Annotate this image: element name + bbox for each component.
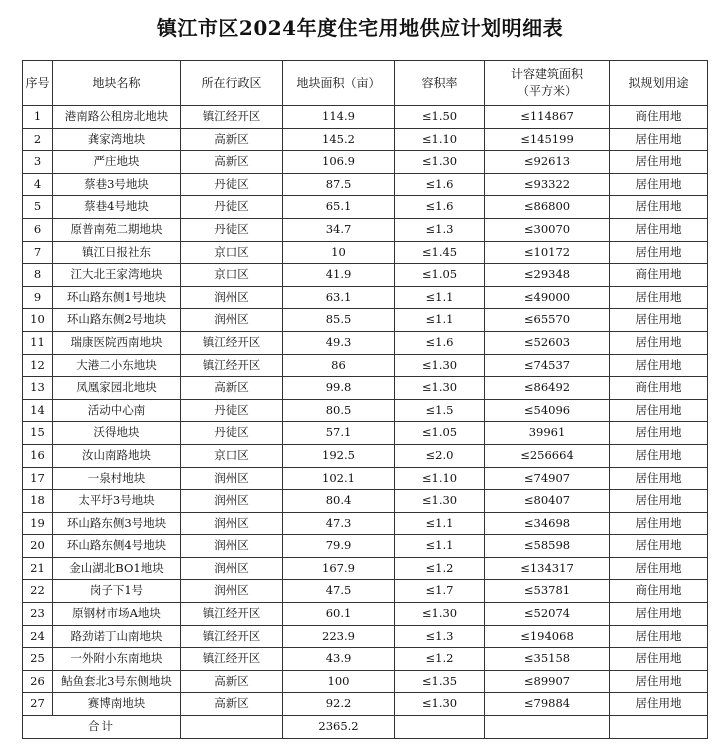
cell-floor-area: ≤114867 — [485, 106, 610, 129]
cell-far: ≤1.10 — [395, 128, 485, 151]
cell-area: 41.9 — [283, 264, 395, 287]
land-supply-table — [22, 60, 708, 739]
cell-district: 润州区 — [181, 512, 283, 535]
cell-name: 江大北王家湾地块 — [53, 264, 181, 287]
cell-far: ≤1.30 — [395, 377, 485, 400]
cell-use: 居住用地 — [610, 173, 708, 196]
cell-floor-area: ≤29348 — [485, 264, 610, 287]
cell-name: 蔡巷4号地块 — [53, 196, 181, 219]
cell-seq: 3 — [23, 151, 53, 174]
cell-far: ≤1.1 — [395, 535, 485, 558]
table-body — [23, 106, 708, 716]
cell-name: 凤凰家园北地块 — [53, 377, 181, 400]
cell-far: ≤1.05 — [395, 422, 485, 445]
total-row — [23, 716, 708, 739]
cell-name: 一泉村地块 — [53, 467, 181, 490]
cell-floor-area: ≤92613 — [485, 151, 610, 174]
cell-floor-area: ≤49000 — [485, 286, 610, 309]
cell-use: 居住用地 — [610, 218, 708, 241]
cell-area: 49.3 — [283, 331, 395, 354]
cell-area: 34.7 — [283, 218, 395, 241]
total-label: 合计 — [23, 716, 181, 739]
cell-use: 商住用地 — [610, 580, 708, 603]
cell-district: 润州区 — [181, 535, 283, 558]
cell-far: ≤1.5 — [395, 399, 485, 422]
cell-far: ≤1.2 — [395, 557, 485, 580]
table-row — [23, 693, 708, 716]
cell-name: 大港二小东地块 — [53, 354, 181, 377]
cell-district: 丹徒区 — [181, 218, 283, 241]
cell-name: 路劲诺丁山南地块 — [53, 625, 181, 648]
cell-name: 鲇鱼套北3号东侧地块 — [53, 670, 181, 693]
cell-far: ≤1.30 — [395, 151, 485, 174]
cell-area: 10 — [283, 241, 395, 264]
cell-use: 居住用地 — [610, 196, 708, 219]
cell-far: ≤1.30 — [395, 490, 485, 513]
cell-seq: 22 — [23, 580, 53, 603]
cell-use: 居住用地 — [610, 128, 708, 151]
cell-seq: 23 — [23, 603, 53, 626]
cell-floor-area: ≤30070 — [485, 218, 610, 241]
cell-area: 47.5 — [283, 580, 395, 603]
table-row — [23, 603, 708, 626]
cell-far: ≤1.50 — [395, 106, 485, 129]
cell-floor-area: 39961 — [485, 422, 610, 445]
cell-floor-area: ≤65570 — [485, 309, 610, 332]
cell-name: 环山路东侧3号地块 — [53, 512, 181, 535]
table-row — [23, 331, 708, 354]
table-row — [23, 467, 708, 490]
cell-floor-area: ≤54096 — [485, 399, 610, 422]
cell-name: 原普南苑二期地块 — [53, 218, 181, 241]
cell-seq: 9 — [23, 286, 53, 309]
table-row — [23, 151, 708, 174]
cell-name: 港南路公租房北地块 — [53, 106, 181, 129]
header-row — [23, 61, 708, 106]
cell-area: 79.9 — [283, 535, 395, 558]
cell-use: 居住用地 — [610, 512, 708, 535]
cell-district: 京口区 — [181, 264, 283, 287]
cell-seq: 16 — [23, 444, 53, 467]
cell-seq: 17 — [23, 467, 53, 490]
cell-far: ≤1.30 — [395, 693, 485, 716]
table-row — [23, 377, 708, 400]
cell-area: 57.1 — [283, 422, 395, 445]
cell-seq: 21 — [23, 557, 53, 580]
cell-district: 丹徒区 — [181, 196, 283, 219]
cell-use: 居住用地 — [610, 603, 708, 626]
table-row — [23, 264, 708, 287]
cell-district: 镇江经开区 — [181, 354, 283, 377]
header-area: 地块面积（亩） — [283, 61, 395, 106]
cell-seq: 15 — [23, 422, 53, 445]
cell-district: 丹徒区 — [181, 399, 283, 422]
cell-district: 镇江经开区 — [181, 603, 283, 626]
cell-far: ≤1.3 — [395, 218, 485, 241]
cell-seq: 11 — [23, 331, 53, 354]
header-far: 容积率 — [395, 61, 485, 106]
cell-far: ≤1.30 — [395, 354, 485, 377]
cell-name: 一外附小东南地块 — [53, 648, 181, 671]
cell-use: 商住用地 — [610, 264, 708, 287]
cell-floor-area: ≤134317 — [485, 557, 610, 580]
table-row — [23, 196, 708, 219]
cell-name: 赛博南地块 — [53, 693, 181, 716]
cell-area: 87.5 — [283, 173, 395, 196]
cell-area: 223.9 — [283, 625, 395, 648]
table-row — [23, 399, 708, 422]
cell-district: 润州区 — [181, 557, 283, 580]
cell-floor-area: ≤86492 — [485, 377, 610, 400]
cell-use: 居住用地 — [610, 535, 708, 558]
cell-floor-area: ≤74537 — [485, 354, 610, 377]
cell-use: 居住用地 — [610, 625, 708, 648]
table-row — [23, 173, 708, 196]
cell-floor-area: ≤58598 — [485, 535, 610, 558]
cell-area: 99.8 — [283, 377, 395, 400]
cell-use: 居住用地 — [610, 151, 708, 174]
cell-district: 润州区 — [181, 580, 283, 603]
cell-name: 瑞康医院西南地块 — [53, 331, 181, 354]
cell-name: 镇江日报社东 — [53, 241, 181, 264]
cell-district: 润州区 — [181, 490, 283, 513]
cell-seq: 18 — [23, 490, 53, 513]
cell-seq: 25 — [23, 648, 53, 671]
cell-floor-area: ≤86800 — [485, 196, 610, 219]
cell-floor-area: ≤194068 — [485, 625, 610, 648]
cell-far: ≤1.1 — [395, 512, 485, 535]
cell-seq: 26 — [23, 670, 53, 693]
cell-name: 环山路东侧2号地块 — [53, 309, 181, 332]
cell-area: 80.4 — [283, 490, 395, 513]
cell-area: 106.9 — [283, 151, 395, 174]
cell-name: 严庄地块 — [53, 151, 181, 174]
cell-seq: 1 — [23, 106, 53, 129]
cell-use: 居住用地 — [610, 670, 708, 693]
cell-seq: 8 — [23, 264, 53, 287]
table-row — [23, 535, 708, 558]
table-row — [23, 557, 708, 580]
cell-use: 居住用地 — [610, 309, 708, 332]
header-floor-area — [485, 61, 610, 106]
cell-area: 65.1 — [283, 196, 395, 219]
table-row — [23, 512, 708, 535]
cell-use: 居住用地 — [610, 422, 708, 445]
cell-use: 商住用地 — [610, 106, 708, 129]
cell-district: 高新区 — [181, 128, 283, 151]
cell-district: 京口区 — [181, 444, 283, 467]
cell-far: ≤1.3 — [395, 625, 485, 648]
table-row — [23, 218, 708, 241]
cell-area: 47.3 — [283, 512, 395, 535]
cell-far: ≤1.7 — [395, 580, 485, 603]
header-seq: 序号 — [23, 61, 53, 106]
cell-district: 润州区 — [181, 309, 283, 332]
cell-district: 镇江经开区 — [181, 106, 283, 129]
cell-area: 86 — [283, 354, 395, 377]
cell-floor-area: ≤93322 — [485, 173, 610, 196]
cell-floor-area: ≤256664 — [485, 444, 610, 467]
cell-area: 167.9 — [283, 557, 395, 580]
cell-use: 居住用地 — [610, 444, 708, 467]
cell-use: 居住用地 — [610, 467, 708, 490]
cell-far: ≤1.10 — [395, 467, 485, 490]
header-district: 所在行政区 — [181, 61, 283, 106]
cell-area: 43.9 — [283, 648, 395, 671]
total-far — [395, 716, 485, 739]
cell-seq: 13 — [23, 377, 53, 400]
page-title: 镇江市区2024年度住宅用地供应计划明细表 — [156, 16, 564, 40]
total-use — [610, 716, 708, 739]
cell-name: 金山湖北BO1地块 — [53, 557, 181, 580]
cell-seq: 4 — [23, 173, 53, 196]
cell-use: 居住用地 — [610, 490, 708, 513]
cell-floor-area: ≤52603 — [485, 331, 610, 354]
cell-seq: 20 — [23, 535, 53, 558]
total-district — [181, 716, 283, 739]
cell-name: 汝山南路地块 — [53, 444, 181, 467]
cell-district: 高新区 — [181, 693, 283, 716]
cell-use: 居住用地 — [610, 354, 708, 377]
cell-area: 100 — [283, 670, 395, 693]
cell-seq: 6 — [23, 218, 53, 241]
cell-far: ≤1.45 — [395, 241, 485, 264]
cell-use: 居住用地 — [610, 241, 708, 264]
cell-district: 高新区 — [181, 377, 283, 400]
cell-district: 润州区 — [181, 467, 283, 490]
cell-district: 丹徒区 — [181, 422, 283, 445]
cell-use: 商住用地 — [610, 377, 708, 400]
table-row — [23, 490, 708, 513]
cell-use: 居住用地 — [610, 693, 708, 716]
cell-far: ≤1.6 — [395, 173, 485, 196]
cell-seq: 27 — [23, 693, 53, 716]
cell-far: ≤1.2 — [395, 648, 485, 671]
cell-floor-area: ≤34698 — [485, 512, 610, 535]
cell-floor-area: ≤74907 — [485, 467, 610, 490]
cell-seq: 2 — [23, 128, 53, 151]
header-floor-area-line1: 计容建筑面积 — [510, 67, 583, 81]
cell-district: 高新区 — [181, 151, 283, 174]
table-row — [23, 241, 708, 264]
table-row — [23, 106, 708, 129]
cell-far: ≤1.1 — [395, 309, 485, 332]
cell-area: 145.2 — [283, 128, 395, 151]
cell-far: ≤2.0 — [395, 444, 485, 467]
cell-district: 镇江经开区 — [181, 625, 283, 648]
cell-floor-area: ≤52074 — [485, 603, 610, 626]
cell-area: 114.9 — [283, 106, 395, 129]
total-floor-area — [485, 716, 610, 739]
table-row — [23, 422, 708, 445]
table-row — [23, 309, 708, 332]
header-name: 地块名称 — [53, 61, 181, 106]
table-row — [23, 670, 708, 693]
header-use: 拟规划用途 — [610, 61, 708, 106]
cell-name: 活动中心南 — [53, 399, 181, 422]
cell-seq: 12 — [23, 354, 53, 377]
cell-floor-area: ≤79884 — [485, 693, 610, 716]
cell-far: ≤1.05 — [395, 264, 485, 287]
cell-far: ≤1.6 — [395, 196, 485, 219]
cell-seq: 14 — [23, 399, 53, 422]
cell-district: 镇江经开区 — [181, 331, 283, 354]
cell-seq: 10 — [23, 309, 53, 332]
cell-district: 镇江经开区 — [181, 648, 283, 671]
cell-use: 居住用地 — [610, 286, 708, 309]
cell-floor-area: ≤10172 — [485, 241, 610, 264]
cell-seq: 5 — [23, 196, 53, 219]
cell-use: 居住用地 — [610, 331, 708, 354]
cell-district: 润州区 — [181, 286, 283, 309]
cell-far: ≤1.35 — [395, 670, 485, 693]
table-row — [23, 286, 708, 309]
cell-use: 居住用地 — [610, 399, 708, 422]
table-row — [23, 625, 708, 648]
table-row — [23, 648, 708, 671]
cell-seq: 19 — [23, 512, 53, 535]
header-floor-area-line2: （平方米） — [516, 84, 577, 98]
cell-district: 高新区 — [181, 670, 283, 693]
cell-area: 85.5 — [283, 309, 395, 332]
cell-area: 192.5 — [283, 444, 395, 467]
cell-floor-area: ≤35158 — [485, 648, 610, 671]
cell-area: 92.2 — [283, 693, 395, 716]
cell-use: 居住用地 — [610, 557, 708, 580]
table-row — [23, 128, 708, 151]
cell-floor-area: ≤145199 — [485, 128, 610, 151]
cell-name: 龚家湾地块 — [53, 128, 181, 151]
cell-far: ≤1.1 — [395, 286, 485, 309]
cell-district: 丹徒区 — [181, 173, 283, 196]
cell-name: 蔡巷3号地块 — [53, 173, 181, 196]
cell-area: 102.1 — [283, 467, 395, 490]
cell-area: 63.1 — [283, 286, 395, 309]
cell-name: 岗子下1号 — [53, 580, 181, 603]
cell-area: 60.1 — [283, 603, 395, 626]
cell-floor-area: ≤89907 — [485, 670, 610, 693]
cell-name: 沃得地块 — [53, 422, 181, 445]
cell-floor-area: ≤53781 — [485, 580, 610, 603]
cell-far: ≤1.30 — [395, 603, 485, 626]
table-row — [23, 354, 708, 377]
cell-name: 环山路东侧1号地块 — [53, 286, 181, 309]
cell-far: ≤1.6 — [395, 331, 485, 354]
table-row — [23, 580, 708, 603]
cell-area: 80.5 — [283, 399, 395, 422]
table-row — [23, 444, 708, 467]
cell-floor-area: ≤80407 — [485, 490, 610, 513]
cell-name: 原钢材市场A地块 — [53, 603, 181, 626]
cell-seq: 24 — [23, 625, 53, 648]
cell-name: 太平圩3号地块 — [53, 490, 181, 513]
cell-district: 京口区 — [181, 241, 283, 264]
cell-use: 居住用地 — [610, 648, 708, 671]
cell-name: 环山路东侧4号地块 — [53, 535, 181, 558]
total-area: 2365.2 — [283, 716, 395, 739]
cell-seq: 7 — [23, 241, 53, 264]
